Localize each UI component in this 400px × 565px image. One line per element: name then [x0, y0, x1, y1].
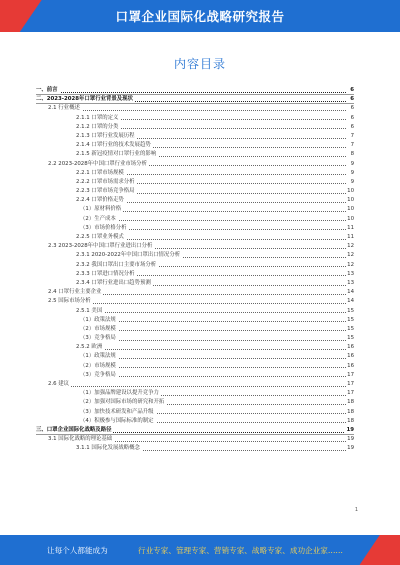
toc-leader-dots: [52, 110, 346, 111]
toc-entry-label: 2.3 2023-2028年中国口罩行业进出口分析: [48, 242, 154, 251]
toc-entry-label: （3）竞争格局: [80, 334, 118, 343]
toc-entry-label: 3.1.1 国际化发展战略概念: [76, 444, 142, 453]
toc-entry[interactable]: [36, 224, 354, 233]
toc-entry-page: 18: [346, 408, 354, 417]
toc-entry-label: 2.6 建议: [48, 380, 71, 389]
page-number: 1: [354, 507, 358, 513]
toc-entry-page: 9: [350, 178, 354, 187]
toc-entry[interactable]: [36, 417, 354, 426]
toc-entry-label: （1）政策法规: [80, 316, 118, 325]
toc-entry[interactable]: [36, 380, 354, 389]
toc-entry-page: 15: [346, 307, 354, 316]
report-title: 口罩企业国际化战略研究报告: [115, 9, 285, 24]
toc-entry-page: 6: [350, 104, 354, 113]
toc-entry-label: 2.4 口罩行业主要企业: [48, 288, 103, 297]
toc-leader-dots: [84, 340, 346, 341]
report-header: [0, 0, 400, 32]
toc-entry-page: 6: [349, 86, 354, 95]
toc-entry[interactable]: [36, 389, 354, 398]
toc-leader-dots: [84, 358, 346, 359]
toc-entry-label: 2.2.1 口罩市场规模: [76, 169, 126, 178]
footer-red-corner: [355, 535, 400, 565]
toc-entry[interactable]: [36, 251, 354, 260]
toc-entry-page: 12: [346, 261, 354, 270]
toc-entry-label: 2.2.2 口罩市场需求分析: [76, 178, 137, 187]
toc-entry-page: 11: [346, 224, 354, 233]
toc-leader-dots: [84, 330, 346, 331]
toc-entry-label: （2）生产成本: [80, 215, 118, 224]
toc-entry[interactable]: [36, 95, 354, 104]
toc-entry-page: 6: [349, 95, 354, 104]
toc-entry[interactable]: [36, 150, 354, 159]
toc-entry-page: 10: [346, 196, 354, 205]
toc-entry[interactable]: [36, 160, 354, 169]
footer-slogan: 让每个人都能成为: [47, 546, 108, 555]
toc-entry-page: 13: [346, 270, 354, 279]
toc-entry[interactable]: [36, 132, 354, 141]
toc-entry-label: （1）政策法规: [80, 352, 118, 361]
toc-entry-page: 6: [350, 123, 354, 132]
toc-entry-label: 2.3.1 2020-2022年中国口罩出口情况分析: [76, 251, 182, 260]
toc-entry-page: 15: [346, 316, 354, 325]
toc-entry-label: （3）市场价格分析: [80, 224, 129, 233]
toc-entry-label: 2.3.2 我国口罩出口主要市场分析: [76, 261, 158, 270]
toc-leader-dots: [52, 386, 346, 387]
toc-entry-page: 18: [346, 417, 354, 426]
toc-leader-dots: [40, 92, 346, 93]
toc-entry-label: （3）竞争格局: [80, 371, 118, 380]
toc-entry-label: 2.1.3 口罩行业发展历程: [76, 132, 137, 141]
toc-entry[interactable]: [36, 279, 354, 288]
toc-entry-label: （2）加强对国际市场的研究和开拓: [80, 398, 166, 407]
toc-entry-label: 一、前言: [36, 86, 60, 95]
toc-entry[interactable]: [36, 178, 354, 187]
toc-entry-page: 10: [346, 215, 354, 224]
toc-entry[interactable]: [36, 86, 354, 95]
toc-entry-label: 2.1 行业概述: [48, 104, 82, 113]
toc-entry-label: 三、口罩企业国际化战略及路径: [36, 426, 113, 435]
toc-entry-label: 二、2023-2028年口罩行业背景及现状: [36, 95, 135, 104]
toc-entry-label: 2.1.5 新冠疫情对口罩行业的影响: [76, 150, 158, 159]
toc-entry[interactable]: [36, 196, 354, 205]
toc-entry-page: 16: [346, 362, 354, 371]
toc-entry-label: 2.2.3 口罩市场竞争格局: [76, 187, 137, 196]
toc-entry[interactable]: [36, 343, 354, 352]
toc-entry[interactable]: [36, 123, 354, 132]
toc-entry-label: （4）积极参与国际标准的制定: [80, 417, 156, 426]
toc-entry-label: （3）加快技术研发和产品升级: [80, 408, 156, 417]
toc-entry-page: 9: [350, 169, 354, 178]
toc-entry-label: 2.5 国际市场分析: [48, 297, 93, 306]
toc-entry-label: 3.1 国际化战略的理论基础: [48, 435, 114, 444]
toc-entry-page: 13: [346, 279, 354, 288]
toc-entry-label: 2.1.2 口罩的分类: [76, 123, 120, 132]
toc-entry-page: 10: [346, 205, 354, 214]
toc-leader-dots: [84, 321, 346, 322]
toc-leader-dots: [80, 312, 346, 313]
toc-entry-page: 17: [346, 371, 354, 380]
toc-entry-page: 16: [346, 352, 354, 361]
table-of-contents: [36, 86, 354, 454]
toc-entry-page: 17: [346, 389, 354, 398]
report-footer: [0, 535, 400, 565]
toc-entry[interactable]: [36, 114, 354, 123]
footer-roles: 行业专家、管理专家、营销专家、战略专家、成功企业家……: [138, 546, 344, 555]
toc-entry-label: 2.1.4 口罩行业的技术发展趋势: [76, 141, 153, 150]
toc-entry-label: （1）加强品牌建设以提升竞争力: [80, 389, 161, 398]
toc-entry[interactable]: [36, 233, 354, 242]
toc-entry-label: 2.3.4 口罩行业进出口趋势预测: [76, 279, 153, 288]
toc-entry[interactable]: [36, 141, 354, 150]
toc-leader-dots: [80, 349, 346, 350]
toc-entry-page: 14: [346, 297, 354, 306]
toc-entry-page: 17: [346, 380, 354, 389]
toc-entry[interactable]: [36, 215, 354, 224]
toc-entry-label: 2.2.4 口罩价格走势: [76, 196, 126, 205]
toc-leader-dots: [84, 211, 346, 212]
toc-entry[interactable]: [36, 187, 354, 196]
toc-entry-page: 15: [346, 325, 354, 334]
toc-entry[interactable]: [36, 169, 354, 178]
toc-entry[interactable]: [36, 334, 354, 343]
toc-entry[interactable]: [36, 307, 354, 316]
toc-entry[interactable]: [36, 325, 354, 334]
toc-entry[interactable]: [36, 316, 354, 325]
toc-entry-page: 12: [346, 242, 354, 251]
toc-entry[interactable]: [36, 288, 354, 297]
toc-entry-page: 10: [346, 187, 354, 196]
toc-entry[interactable]: [36, 435, 354, 444]
toc-entry-page: 18: [346, 398, 354, 407]
toc-entry-label: 2.3.3 口罩进口情况分析: [76, 270, 137, 279]
toc-leader-dots: [84, 220, 346, 221]
toc-entry-page: 14: [346, 288, 354, 297]
toc-entry[interactable]: [36, 362, 354, 371]
toc-entry[interactable]: [36, 444, 354, 453]
toc-entry-page: 19: [346, 435, 354, 444]
toc-entry-label: 2.2.5 口罩业务模式: [76, 233, 126, 242]
toc-entry[interactable]: [36, 426, 354, 435]
toc-entry-page: 11: [346, 233, 354, 242]
toc-entry[interactable]: [36, 352, 354, 361]
toc-entry[interactable]: [36, 242, 354, 251]
toc-entry-page: 19: [346, 444, 354, 453]
toc-entry-page: 15: [346, 334, 354, 343]
toc-entry[interactable]: [36, 205, 354, 214]
toc-entry[interactable]: [36, 371, 354, 380]
toc-leader-dots: [84, 367, 346, 368]
toc-entry-page: 12: [346, 251, 354, 260]
toc-entry-label: 2.2 2023-2028年中国口罩行业市场分析: [48, 160, 149, 169]
toc-entry-page: 8: [350, 150, 354, 159]
toc-entry-page: 9: [350, 160, 354, 169]
toc-entry-page: 7: [350, 141, 354, 150]
toc-leader-dots: [84, 376, 346, 377]
toc-entry-page: 19: [345, 426, 354, 435]
toc-entry[interactable]: [36, 408, 354, 417]
toc-entry-label: （2）市场规模: [80, 325, 118, 334]
toc-heading: 内容目录: [173, 57, 226, 71]
toc-entry-page: 16: [346, 343, 354, 352]
toc-entry[interactable]: [36, 398, 354, 407]
toc-entry[interactable]: [36, 261, 354, 270]
toc-entry-label: （2）市场规模: [80, 362, 118, 371]
toc-entry-page: 6: [350, 114, 354, 123]
toc-entry[interactable]: [36, 297, 354, 306]
toc-entry-page: 7: [350, 132, 354, 141]
toc-entry[interactable]: [36, 270, 354, 279]
toc-entry-label: （1）原材料价格: [80, 205, 123, 214]
toc-leader-dots: [52, 303, 346, 304]
toc-entry[interactable]: [36, 104, 354, 113]
toc-entry-label: 2.5.1 美国: [76, 307, 104, 316]
toc-entry-label: 2.5.2 欧洲: [76, 343, 104, 352]
toc-entry-label: 2.1.1 口罩的定义: [76, 114, 120, 123]
